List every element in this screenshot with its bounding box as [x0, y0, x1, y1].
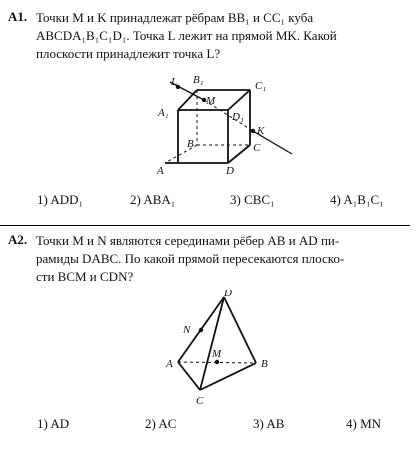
label-d: D	[224, 290, 232, 299]
label-c1: C₁	[255, 80, 267, 92]
problem-1-answer-4[interactable]: 4) A₁B₁C₁	[330, 192, 384, 207]
label-a: A	[157, 165, 164, 177]
problem-1-line-2: ABCDA₁B₁C₁D₁. Точка L лежит на прямой MK. Какой	[36, 28, 337, 43]
label-k: K	[257, 125, 265, 137]
label-n: N	[183, 324, 191, 336]
problem-2-answer-2[interactable]: 2) AC	[145, 416, 177, 431]
problem-1-line-3: плоскости принадлежит точка L?	[36, 46, 221, 61]
problem-2-answer-3[interactable]: 3) AB	[253, 416, 285, 431]
label-c: C	[196, 395, 204, 407]
point-k	[251, 129, 255, 133]
problem-1-answer-3[interactable]: 3) CBC₁	[230, 192, 275, 207]
problem-2-answer-4[interactable]: 4) MN	[346, 416, 382, 431]
section-divider	[0, 225, 410, 226]
label-c: C	[253, 142, 261, 154]
point-m	[215, 360, 219, 364]
problem-1-answer-1[interactable]: 1) ADD₁	[37, 192, 84, 207]
problem-2-line-2: рамиды DABC. По какой прямой пересекаются плоско-	[36, 251, 345, 266]
point-n	[199, 328, 203, 332]
label-d1: D₁	[232, 111, 244, 123]
problem-1-line-1: Точки M и K принадлежат рёбрам BB₁ и CC₁ куба	[36, 10, 314, 25]
problem-2-line-1: Точки M и N являются серединами рёбер AB и AD пи-	[36, 233, 340, 248]
label-m: M	[212, 348, 222, 360]
label-b1: B₁	[193, 74, 204, 86]
label-b: B	[261, 358, 268, 370]
problem-2-answer-1[interactable]: 1) AD	[37, 416, 70, 431]
cube-figure	[0, 70, 417, 200]
pyramid-figure	[0, 290, 417, 415]
problem-1-answer-2[interactable]: 2) ABA₁	[130, 192, 176, 207]
problem-2-number: A2.	[8, 232, 28, 247]
label-a: A	[166, 358, 173, 370]
pyramid-visible-edges	[178, 297, 256, 390]
label-a1: A₁	[158, 107, 169, 119]
problem-1-number: A1.	[8, 9, 28, 24]
label-d: D	[226, 165, 234, 177]
label-m: M	[206, 95, 216, 107]
label-b: B	[187, 138, 194, 150]
label-l: L	[171, 76, 178, 88]
problem-2-line-3: сти BCM и CDN?	[36, 269, 134, 284]
